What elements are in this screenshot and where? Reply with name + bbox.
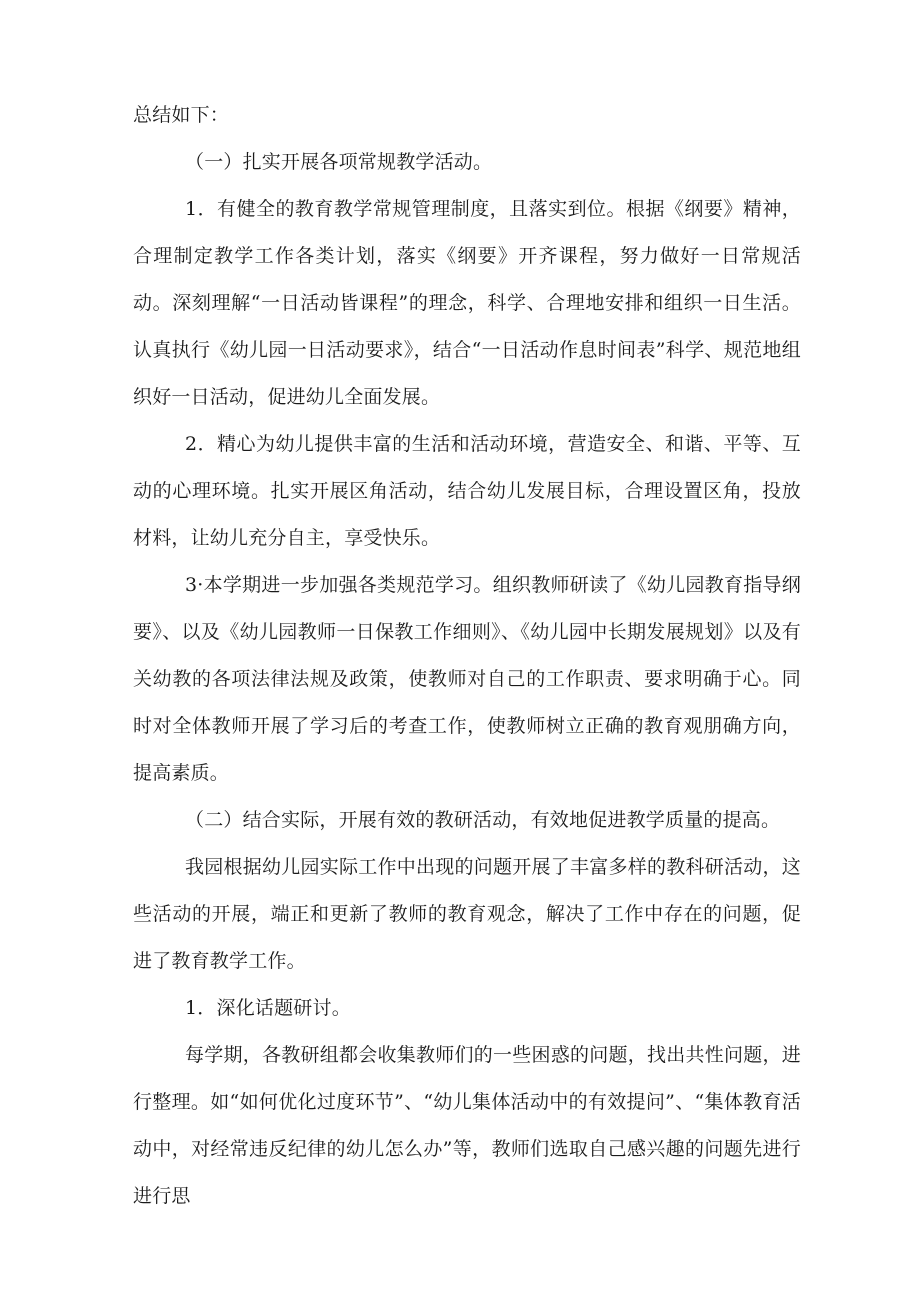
paragraph-item-1: 1．有健全的教育教学常规管理制度，且落实到位。根据《纲要》精神，合理制定教学工作各类计划，落实《纲要》开齐课程，努力做好一日常规活动。深刻理解“一日活动皆课程”的理念，科学、合理地安排和组织一日生活。认真执行《幼儿园一日活动要求》，结合“一日活动作息时间表”科学、规范地组织好一日活动，促进幼儿全面发展。 [133,198,801,408]
paragraph-body: 我园根据幼儿园实际工作中出现的问题开展了丰富多样的教科研活动，这些活动的开展，端正和更新了教师的教育观念，解决了工作中存在的问题，促进了教育教学工作。 [133,856,801,972]
paragraph-item-2: 2．精心为幼儿提供丰富的生活和活动环境，营造安全、和谐、平等、互动的心理环境。扎实开展区角活动，结合幼儿发展目标，合理设置区角，投放材料，让幼儿充分自主，享受快乐。 [133,433,801,549]
paragraph-item-3: 3·本学期进一步加强各类规范学习。组织教师研读了《幼儿园教育指导纲要》、以及《幼儿园教师一日保教工作细则》、《幼儿园中长期发展规划》以及有关幼教的各项法律法规及政策，使教师对自己的工作职责、要求明确于心。同时对全体教师开展了学习后的考查工作，使教师树立正确的教育观朋确方向，提高素质。 [133,574,801,784]
paragraph-body: 每学期，各教研组都会收集教师们的一些困惑的问题，找出共性问题，进行整理。如“如何优化过度环节”、“幼儿集体活动中的有效提问”、“集体教育活动中，对经常违反纪律的幼儿怎么办”等，教师们选取自己感兴趣的问题先进行进行思 [133,1044,801,1207]
subheading-topic-research: 1．深化话题研讨。 [185,997,351,1019]
document-body [133,92,801,1220]
paragraph-intro: 总结如下： [133,104,230,126]
section-heading-1: （一）扎实开展各项常规教学活动。 [185,151,493,173]
section-heading-2: （二）结合实际，开展有效的教研活动，有效地促进教学质量的提高。 [185,809,781,831]
